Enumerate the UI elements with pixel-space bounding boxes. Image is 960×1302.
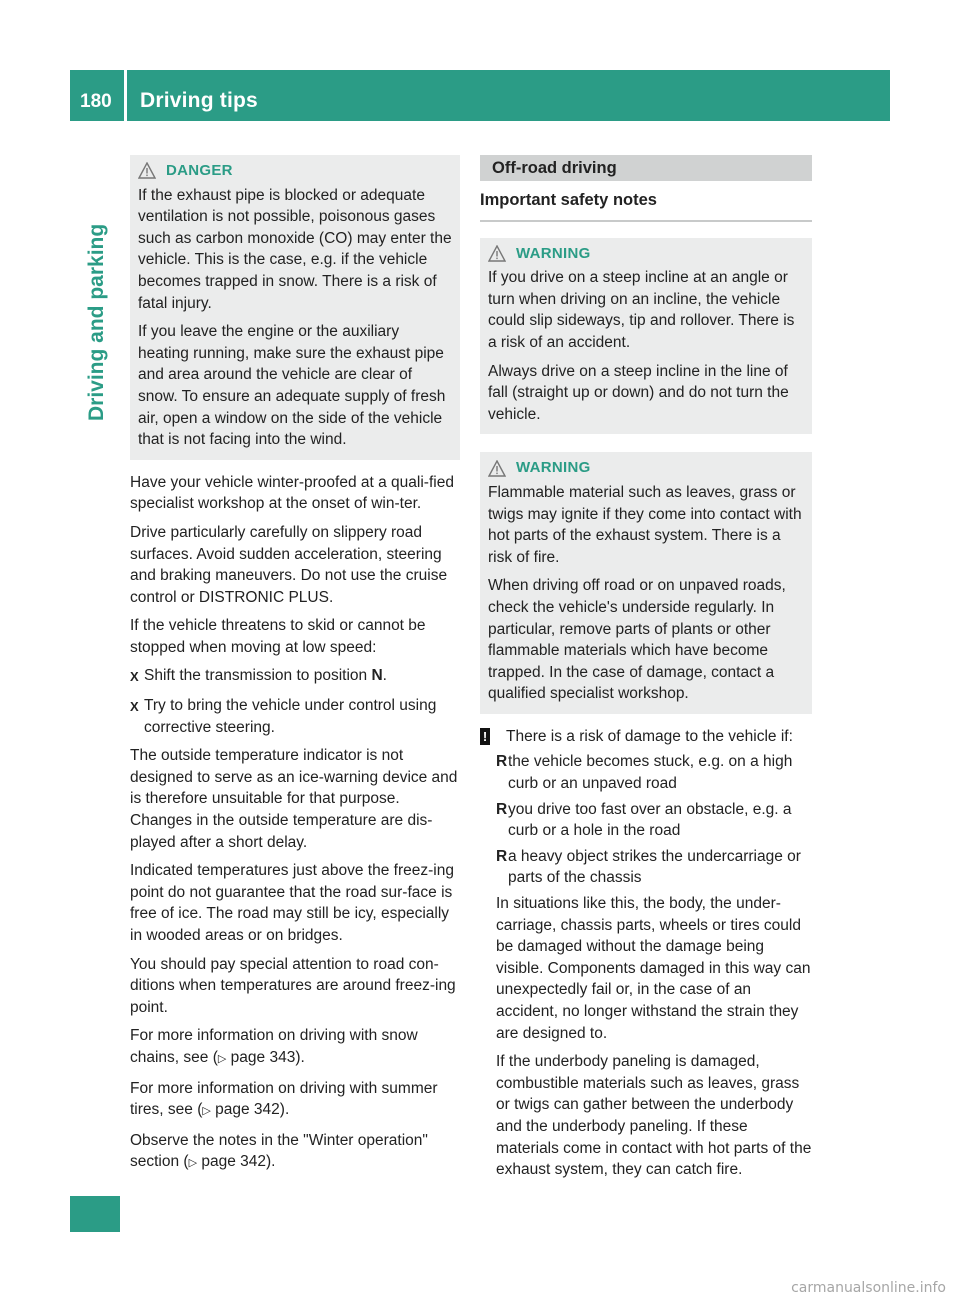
page-link[interactable]: page 342). [215,1101,290,1119]
section-title: Off-road driving [480,155,812,181]
step-marker-icon: X [130,699,139,715]
page-number: 180 [80,91,112,112]
list-item [496,799,812,842]
instruction-step [130,695,460,738]
danger-paragraph: If you leave the engine or the auxiliary heating running, make sure the exhaust pipe and area around the vehicle are clear of snow. To ensure an adequate supply of fresh air, open a window on the side of the vehicle that is not facing into the wind. [138,323,446,449]
page-link[interactable]: page 343). [230,1048,305,1066]
chapter-side-label: Driving and parking [85,223,108,421]
list-item [496,846,812,889]
body-paragraph: If the underbody paneling is damaged, combustible materials such as leaves, grass or twigs can gather between the underbody and the underbody paneling. If these materials come in contact with hot parts of the exhaust system, they can catch fire. [496,1053,812,1179]
chapter-tab [70,1196,120,1232]
danger-box [130,155,460,460]
warning-box [480,238,812,435]
list-item-text: a heavy object strikes the undercarriage or parts of the chassis [508,847,801,887]
damage-notice [480,726,812,748]
body-paragraph: Have your vehicle winter-proofed at a quali-fied specialist workshop at the onset of win-ter. [130,473,454,513]
header-divider [124,70,127,121]
page-title: Driving tips [140,89,258,112]
warning-label: WARNING [516,244,591,262]
warning-triangle-icon [488,460,506,477]
body-paragraph: Observe the notes in the "Winter operation" section (▷ page 342). [130,1131,428,1171]
warning-triangle-icon [138,162,156,179]
danger-label: DANGER [166,162,233,179]
warning-box [480,452,812,714]
body-paragraph: In situations like this, the body, the under-carriage, chassis parts, wheels or tires could be damaged without the damage being visible. Components damaged in this way can unexpectedly fail or, in the case of an accident, no longer withstand the strain they are designed to. [496,895,811,1042]
warning-paragraph: Always drive on a steep incline in the line of fall (straight up or down) and do not turn the vehicle. [488,362,789,423]
step-text: Try to bring the vehicle under control using corrective steering. [144,697,437,736]
warning-paragraph: If you drive on a steep incline at an angle or turn when driving on an incline, the vehicle could slip sideways, tip and rollover. There is a risk of an accident. [488,269,795,351]
warning-header [488,243,804,265]
step-text: Shift the transmission to position N. [144,667,387,685]
body-paragraph: For more information on driving with summer tires, see (▷ page 342). [130,1079,438,1119]
body-paragraph: If the vehicle threatens to skid or cannot be stopped when moving at low speed: [130,617,426,656]
exclamation-icon: ! [480,728,490,745]
body-paragraph: For more information on driving with snow chains, see (▷ page 343). [130,1027,418,1066]
gear-position: N [371,667,383,685]
page-ref-icon: ▷ [217,1052,227,1065]
danger-header [138,160,452,182]
body-paragraph: You should pay special attention to road con-ditions when temperatures are around freez-ing point. [130,955,456,1016]
step-marker-icon: X [130,669,139,685]
body-paragraph: Drive particularly carefully on slippery road surfaces. Avoid sudden acceleration, steering and braking maneuvers. Do not use the cruise control or DISTRONIC PLUS. [130,523,448,606]
right-column [480,155,812,1188]
page-ref-icon: ▷ [202,1105,211,1118]
bullet-marker-icon: R [496,753,508,771]
warning-header [488,457,804,479]
bullet-marker-icon: R [496,847,508,865]
list-item-text: the vehicle becomes stuck, e.g. on a high curb or an unpaved road [508,753,793,793]
watermark: carmanualsonline.info [791,1280,946,1296]
instruction-step [130,665,460,688]
list-item-text: you drive too fast over an obstacle, e.g. a curb or a hole in the road [508,800,792,840]
page-link[interactable]: page 342). [201,1153,276,1171]
list-item [496,751,812,794]
body-paragraph: Indicated temperatures just above the freez-ing point do not guarantee that the road sur-face is free of ice. The road may still be icy, especially in wooded areas or on bridges. [130,862,454,944]
warning-triangle-icon [488,245,506,262]
body-paragraph: The outside temperature indicator is not designed to serve as an ice-warning device and is therefore unsuitable for that purpose. Changes in the outside temperature are dis-played after a short delay. [130,747,458,851]
notice-text: There is a risk of damage to the vehicle if: [506,727,793,745]
warning-paragraph: When driving off road or on unpaved roads, check the vehicle's underside regularly. In particular, remove parts of plants or other flammable materials which have become trapped. In the case of damage, contact a qualified specialist workshop. [488,577,786,703]
bullet-marker-icon: R [496,800,508,818]
warning-label: WARNING [516,459,591,477]
left-column [130,155,460,1182]
danger-paragraph: If the exhaust pipe is blocked or adequate ventilation is not possible, poisonous gases such as carbon monoxide (CO) may enter the vehicle. This is the case, e.g. if the vehicle becomes trapped in snow. There is a risk of fatal injury. [138,186,452,312]
subheading: Important safety notes [480,190,812,222]
page-ref-icon: ▷ [188,1157,198,1170]
warning-paragraph: Flammable material such as leaves, grass or twigs may ignite if they come into contact with hot parts of the exhaust system. There is a risk of fire. [488,483,802,566]
